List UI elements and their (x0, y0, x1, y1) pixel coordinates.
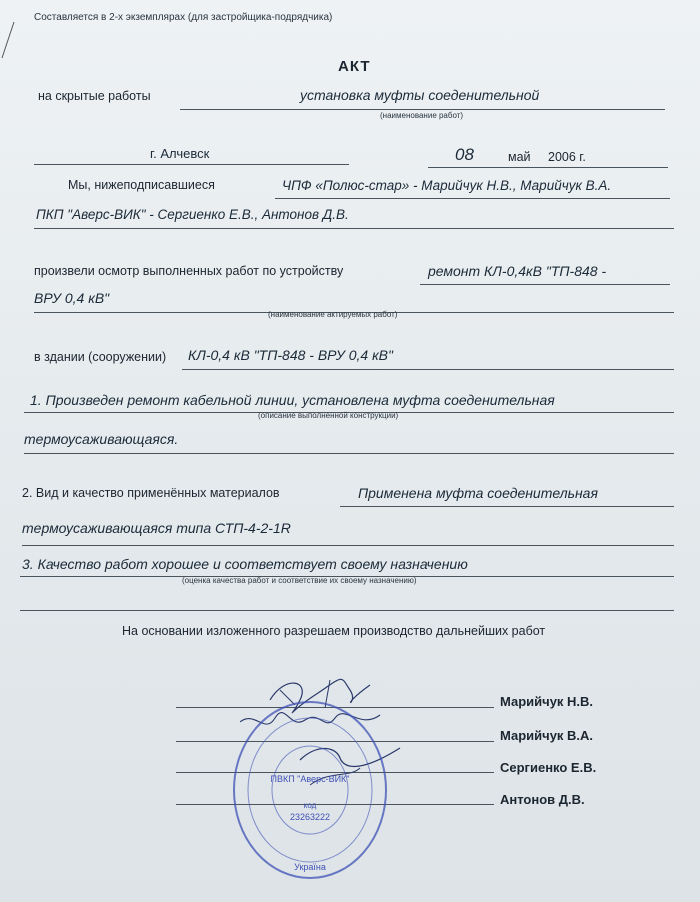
signatory-2: Марийчук В.А. (500, 728, 594, 743)
hidden-works-label: на скрытые работы (38, 89, 151, 103)
city: г. Алчевск (150, 146, 210, 161)
item3-rule2 (20, 610, 674, 611)
stamp-bottom-text: Україна (294, 862, 326, 872)
building-value: КЛ-0,4 кВ "ТП-848 - ВРУ 0,4 кВ" (188, 347, 393, 363)
participants-line1: ЧПФ «Полюс-стар» - Марийчук Н.В., Марийчук В.А. (282, 178, 612, 193)
stamp-code-label: код (303, 801, 317, 810)
signatory-3: Сергиенко Е.В. (500, 760, 597, 775)
signatory-1: Марийчук Н.В. (500, 694, 594, 709)
item2-value2: термоусаживающаяся типа СТП-4-2-1R (22, 520, 291, 536)
official-stamp (230, 690, 390, 880)
inspection-value2: ВРУ 0,4 кВ" (34, 290, 110, 306)
page-corner-mark (0, 20, 20, 60)
participants-label: Мы, нижеподписавшиеся (68, 178, 215, 192)
participants-line2-rule (34, 228, 674, 229)
permission-text: На основании изложенного разрешаем производство дальнейших работ (122, 624, 546, 638)
item1-line2: термоусаживающаяся. (24, 431, 179, 447)
city-line (34, 164, 349, 165)
hidden-works-caption: (наименование работ) (380, 111, 464, 120)
hidden-works-value: установка муфты соеденительной (300, 87, 540, 103)
item2-rule2 (22, 545, 674, 546)
inspection-label: произвели осмотр выполненных работ по устройству (34, 264, 344, 278)
item3-line: 3. Качество работ хорошее и соответствует своему назначению (22, 556, 468, 572)
item1-rule2 (24, 453, 674, 454)
stamp-code: 23263222 (289, 812, 331, 822)
inspection-caption: (наименование актируемых работ) (268, 310, 398, 319)
signatory-4: Антонов Д.В. (500, 792, 585, 807)
building-label: в здании (сооружении) (34, 350, 167, 364)
item1-line1: 1. Произведен ремонт кабельной линии, установлена муфта соеденительная (30, 392, 555, 408)
item2-label: 2. Вид и качество применённых материалов (22, 486, 280, 500)
date-month: май (508, 150, 531, 164)
participants-line2: ПКП "Аверс-ВИК" - Сергиенко Е.В., Антонов Д.В. (36, 207, 349, 222)
inspection-line1 (420, 284, 670, 285)
date-line (428, 167, 668, 168)
hidden-works-line (180, 109, 665, 110)
document-title: АКТ (338, 58, 371, 75)
item3-caption: (оценка качества работ и соответствие их своему назначению) (182, 576, 417, 585)
building-line (182, 369, 674, 370)
inspection-value1: ремонт КЛ-0,4кВ "ТП-848 - (428, 263, 607, 279)
stamp-center-text: ПВКП "Аверс-ВИК" (270, 774, 350, 784)
item2-value1: Применена муфта соеденительная (358, 485, 598, 501)
date-day: 08 (455, 145, 474, 164)
participants-line1-rule (275, 198, 670, 199)
date-year: 2006 г. (548, 150, 586, 164)
item2-rule1 (340, 506, 674, 507)
header-note: Составляется в 2-х экземплярах (для застройщика-подрядчика) (34, 12, 333, 23)
item1-caption: (описание выполненной конструкции) (258, 411, 399, 420)
